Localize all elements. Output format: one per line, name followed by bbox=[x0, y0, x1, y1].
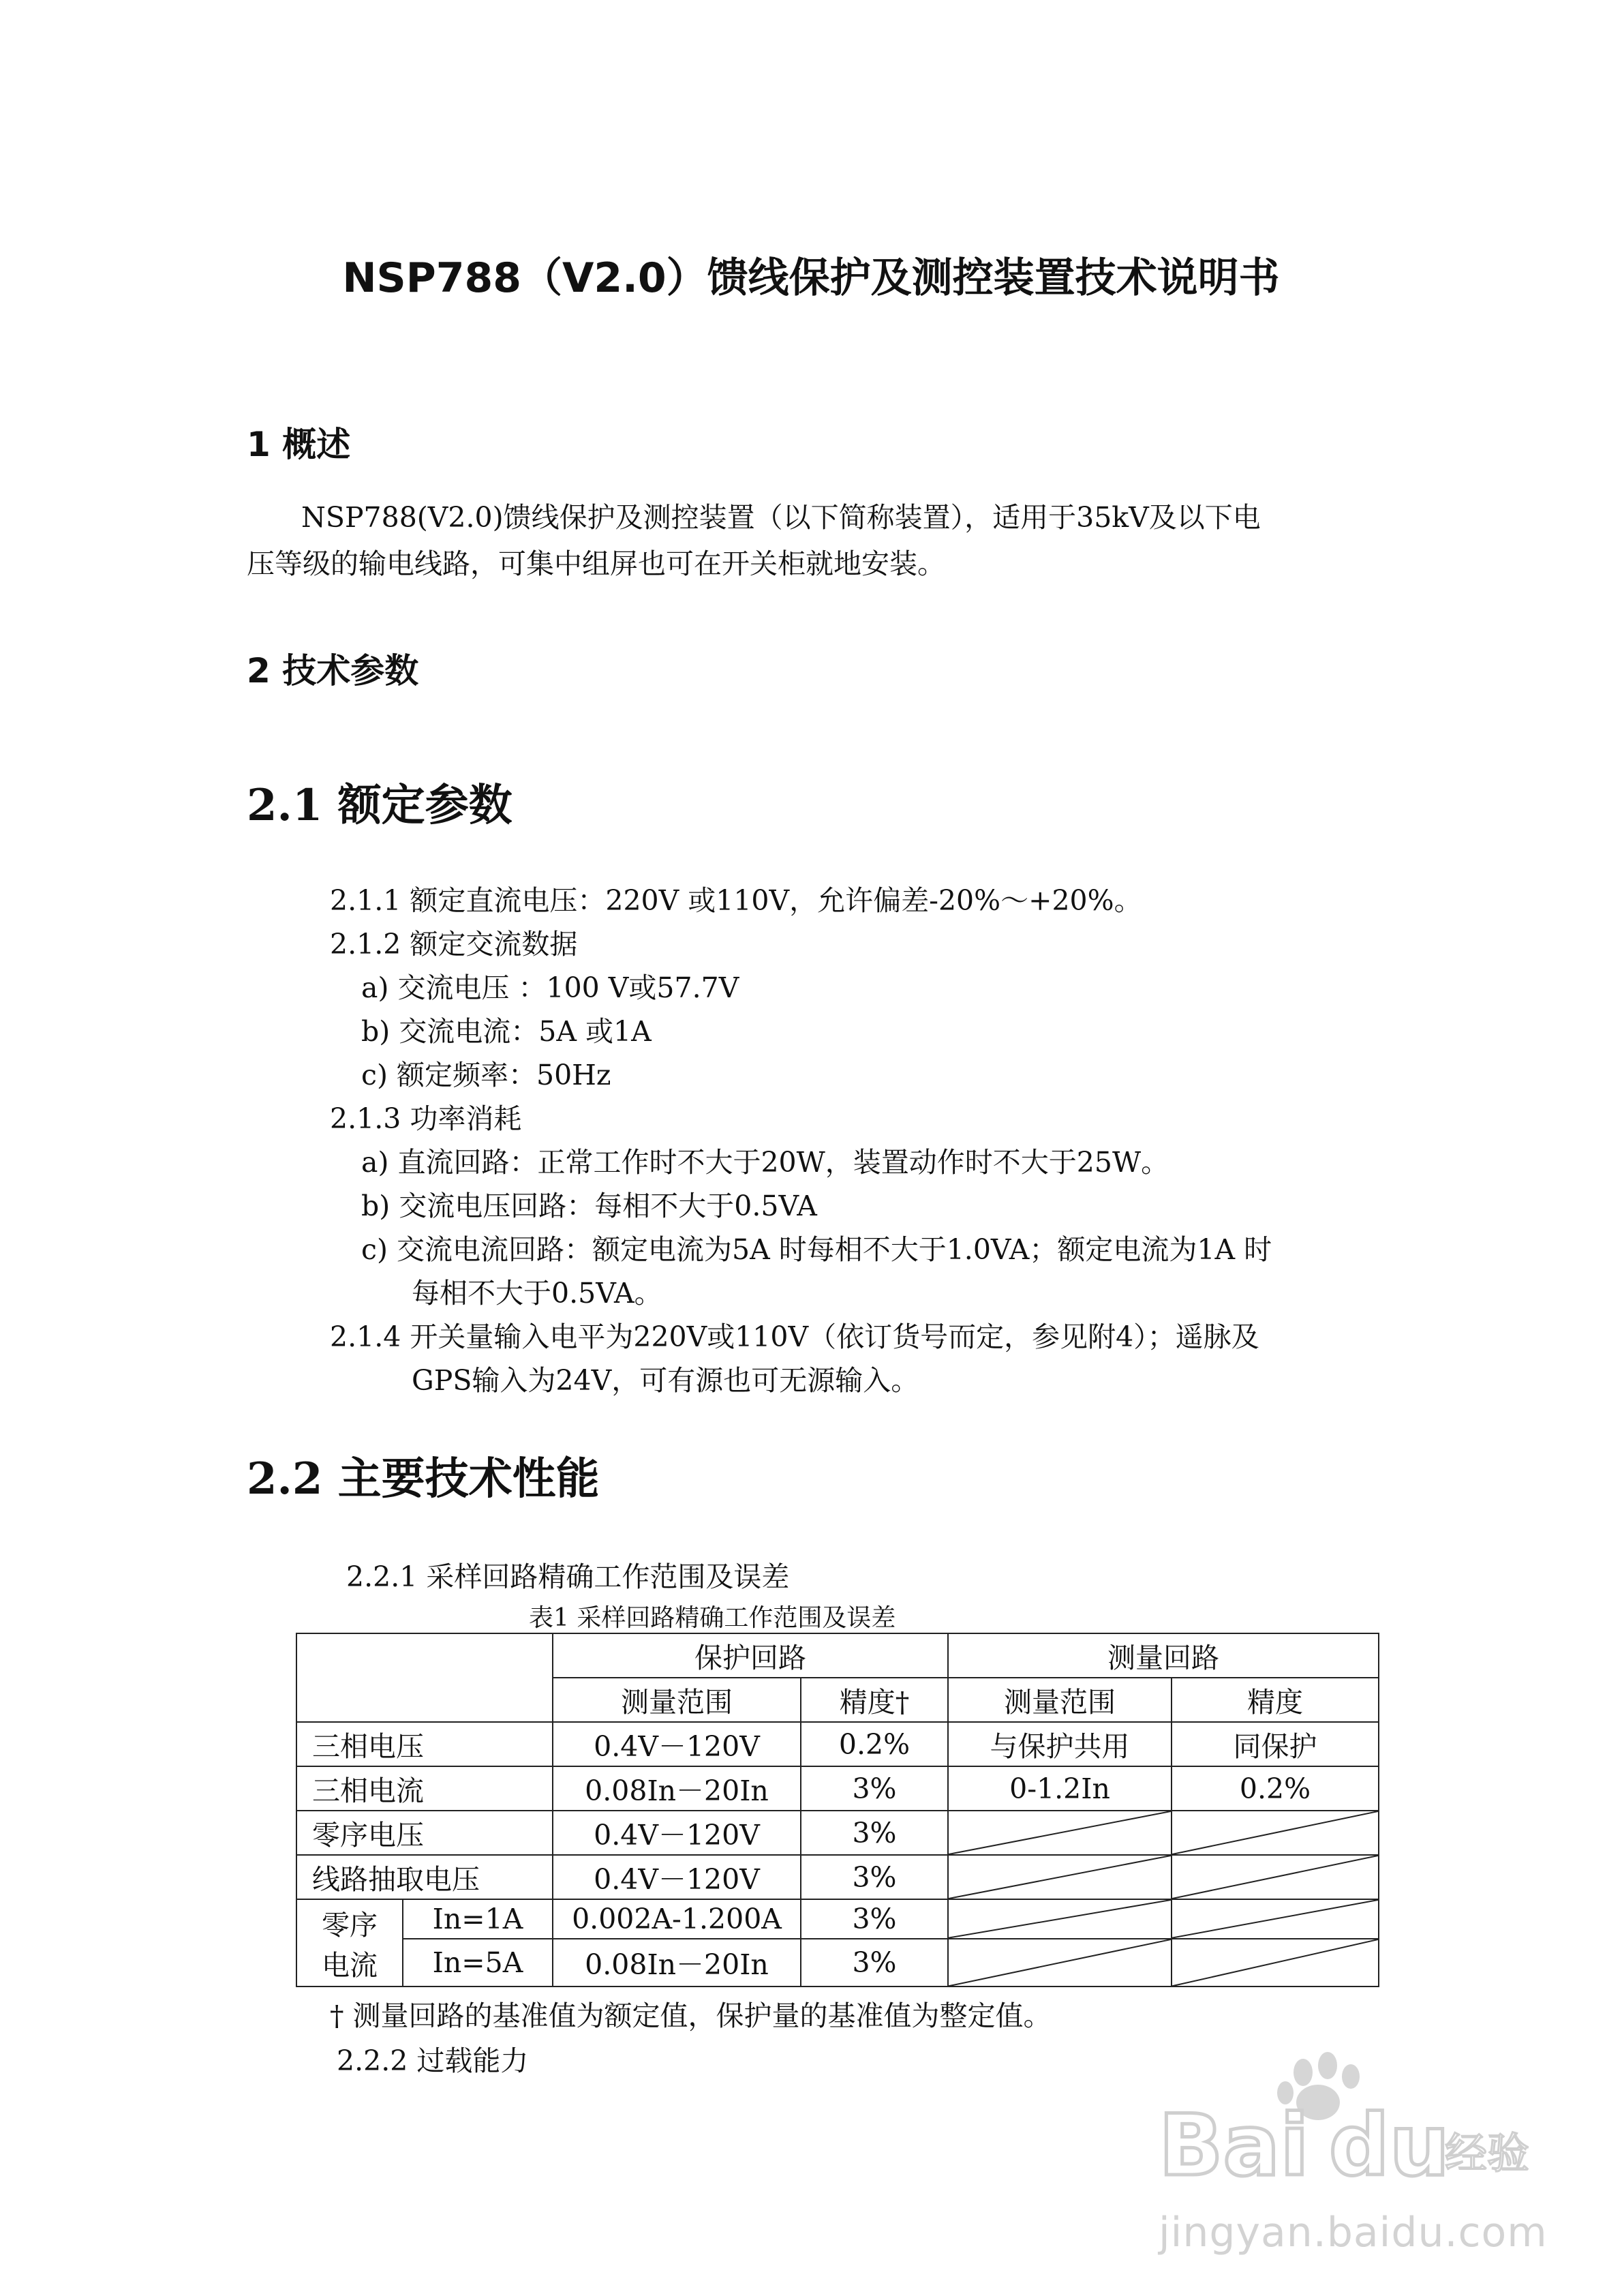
svg-text:du: du bbox=[1329, 2097, 1450, 2195]
header-protect-range: 测量范围 bbox=[553, 1678, 801, 1722]
zero-current-label-line-2: 电流 bbox=[322, 1949, 378, 1982]
diagonal-slash bbox=[1172, 1900, 1378, 1938]
item-2-1-4-line-1: 2.1.4 开关量输入电平为220V或110V（依订货号而定，参见附4）；遥脉及 bbox=[330, 1320, 1259, 1353]
not-applicable-cell bbox=[1172, 1939, 1379, 1987]
not-applicable-cell bbox=[1172, 1855, 1379, 1899]
protect-range-cell: 0.08In－20In bbox=[553, 1766, 801, 1811]
item-2-1-3-a: a) 直流回路：正常工作时不大于20W，装置动作时不大于25W。 bbox=[361, 1146, 1169, 1179]
item-2-1-3-b: b) 交流电压回路：每相不大于0.5VA bbox=[361, 1190, 817, 1222]
item-2-1-2-a: a) 交流电压 ：100 V或57.7V bbox=[361, 971, 739, 1004]
protect-accuracy-cell: 3% bbox=[801, 1766, 948, 1811]
not-applicable-cell bbox=[948, 1899, 1172, 1939]
table-corner-cell bbox=[296, 1633, 553, 1722]
table-row bbox=[296, 1722, 1379, 1766]
diagonal-slash bbox=[949, 1900, 1171, 1938]
protect-range-cell: 0.4V－120V bbox=[553, 1811, 801, 1855]
table-row bbox=[296, 1766, 1379, 1811]
svg-text:经验: 经验 bbox=[1445, 2128, 1530, 2178]
not-applicable-cell bbox=[948, 1811, 1172, 1855]
item-2-1-3: 2.1.3 功率消耗 bbox=[330, 1102, 522, 1135]
document-title: NSP788（V2.0）馈线保护及测控装置技术说明书 bbox=[342, 254, 1280, 302]
item-2-1-2: 2.1.2 额定交流数据 bbox=[330, 928, 578, 961]
item-2-1-2-c: c) 额定频率：50Hz bbox=[361, 1059, 611, 1091]
diagonal-slash bbox=[949, 1856, 1171, 1899]
protect-accuracy-cell: 3% bbox=[801, 1899, 948, 1939]
row-label: 三相电压 bbox=[296, 1722, 553, 1766]
item-2-1-3-c-line-2: 每相不大于0.5VA。 bbox=[412, 1277, 662, 1310]
svg-text:Bai: Bai bbox=[1159, 2097, 1309, 2195]
table-footnote: † 测量回路的基准值为额定值，保护量的基准值为整定值。 bbox=[330, 1999, 1052, 2032]
section-2-heading: 2 技术参数 bbox=[247, 651, 419, 691]
diagonal-slash bbox=[1172, 1939, 1378, 1986]
protect-range-cell: 0.4V－120V bbox=[553, 1722, 801, 1766]
table-header-row-1 bbox=[296, 1633, 1379, 1678]
item-2-1-4-line-2: GPS输入为24V，可有源也可无源输入。 bbox=[412, 1364, 919, 1397]
measure-accuracy-cell: 同保护 bbox=[1172, 1722, 1379, 1766]
sub-label-cell: In=1A bbox=[403, 1899, 553, 1939]
table-row bbox=[296, 1811, 1379, 1855]
row-label: 三相电流 bbox=[296, 1766, 553, 1811]
watermark-url: jingyan.baidu.com bbox=[1159, 2209, 1548, 2256]
protect-range-cell: 0.002A-1.200A bbox=[553, 1899, 801, 1939]
section-1-heading: 1 概述 bbox=[247, 425, 351, 464]
baidu-jingyan-watermark-logo bbox=[1159, 2045, 1540, 2195]
zero-current-label-line-1: 零序 bbox=[322, 1909, 378, 1942]
header-measure-range: 测量范围 bbox=[948, 1678, 1172, 1722]
sub-label-cell: In=5A bbox=[403, 1939, 553, 1987]
diagonal-slash bbox=[1172, 1856, 1378, 1899]
section-2-2-heading: 2.2 主要技术性能 bbox=[247, 1453, 600, 1505]
measure-range-cell: 与保护共用 bbox=[948, 1722, 1172, 1766]
not-applicable-cell bbox=[948, 1939, 1172, 1987]
protect-accuracy-cell: 0.2% bbox=[801, 1722, 948, 1766]
not-applicable-cell bbox=[948, 1855, 1172, 1899]
diagonal-slash bbox=[1172, 1811, 1378, 1854]
measure-range-cell: 0-1.2In bbox=[948, 1766, 1172, 1811]
diagonal-slash bbox=[949, 1811, 1171, 1854]
table-caption: 表1 采样回路精确工作范围及误差 bbox=[529, 1604, 896, 1632]
protect-accuracy-cell: 3% bbox=[801, 1939, 948, 1987]
protect-accuracy-cell: 3% bbox=[801, 1855, 948, 1899]
row-label: 零序电压 bbox=[296, 1811, 553, 1855]
measure-accuracy-cell: 0.2% bbox=[1172, 1766, 1379, 1811]
table-row bbox=[296, 1939, 1379, 1987]
row-label: 线路抽取电压 bbox=[296, 1855, 553, 1899]
sampling-range-table bbox=[296, 1633, 1379, 1987]
header-measure-circuit: 测量回路 bbox=[948, 1633, 1379, 1678]
item-2-1-1: 2.1.1 额定直流电压：220V 或110V，允许偏差-20%～+20%。 bbox=[330, 884, 1142, 917]
header-protect-accuracy: 精度† bbox=[801, 1678, 948, 1722]
section-1-para-line-2: 压等级的输电线路，可集中组屏也可在开关柜就地安装。 bbox=[247, 547, 945, 580]
section-2-1-heading: 2.1 额定参数 bbox=[247, 780, 512, 831]
protect-range-cell: 0.4V－120V bbox=[553, 1855, 801, 1899]
protect-accuracy-cell: 3% bbox=[801, 1811, 948, 1855]
header-measure-accuracy: 精度 bbox=[1172, 1678, 1379, 1722]
diagonal-slash bbox=[949, 1939, 1171, 1986]
header-protect-circuit: 保护回路 bbox=[553, 1633, 948, 1678]
item-2-2-1: 2.2.1 采样回路精确工作范围及误差 bbox=[346, 1560, 790, 1593]
section-1-para-line-1: NSP788(V2.0)馈线保护及测控装置（以下简称装置），适用于35kV及以下电 bbox=[301, 501, 1261, 534]
zero-sequence-current-label bbox=[296, 1899, 403, 1987]
item-2-1-2-b: b) 交流电流：5A 或1A bbox=[361, 1015, 652, 1048]
table-row bbox=[296, 1899, 1379, 1939]
protect-range-cell: 0.08In－20In bbox=[553, 1939, 801, 1987]
not-applicable-cell bbox=[1172, 1811, 1379, 1855]
table-row bbox=[296, 1855, 1379, 1899]
item-2-2-2: 2.2.2 过载能力 bbox=[337, 2044, 529, 2077]
item-2-1-3-c-line-1: c) 交流电流回路：额定电流为5A 时每相不大于1.0VA；额定电流为1A 时 bbox=[361, 1233, 1272, 1266]
not-applicable-cell bbox=[1172, 1899, 1379, 1939]
